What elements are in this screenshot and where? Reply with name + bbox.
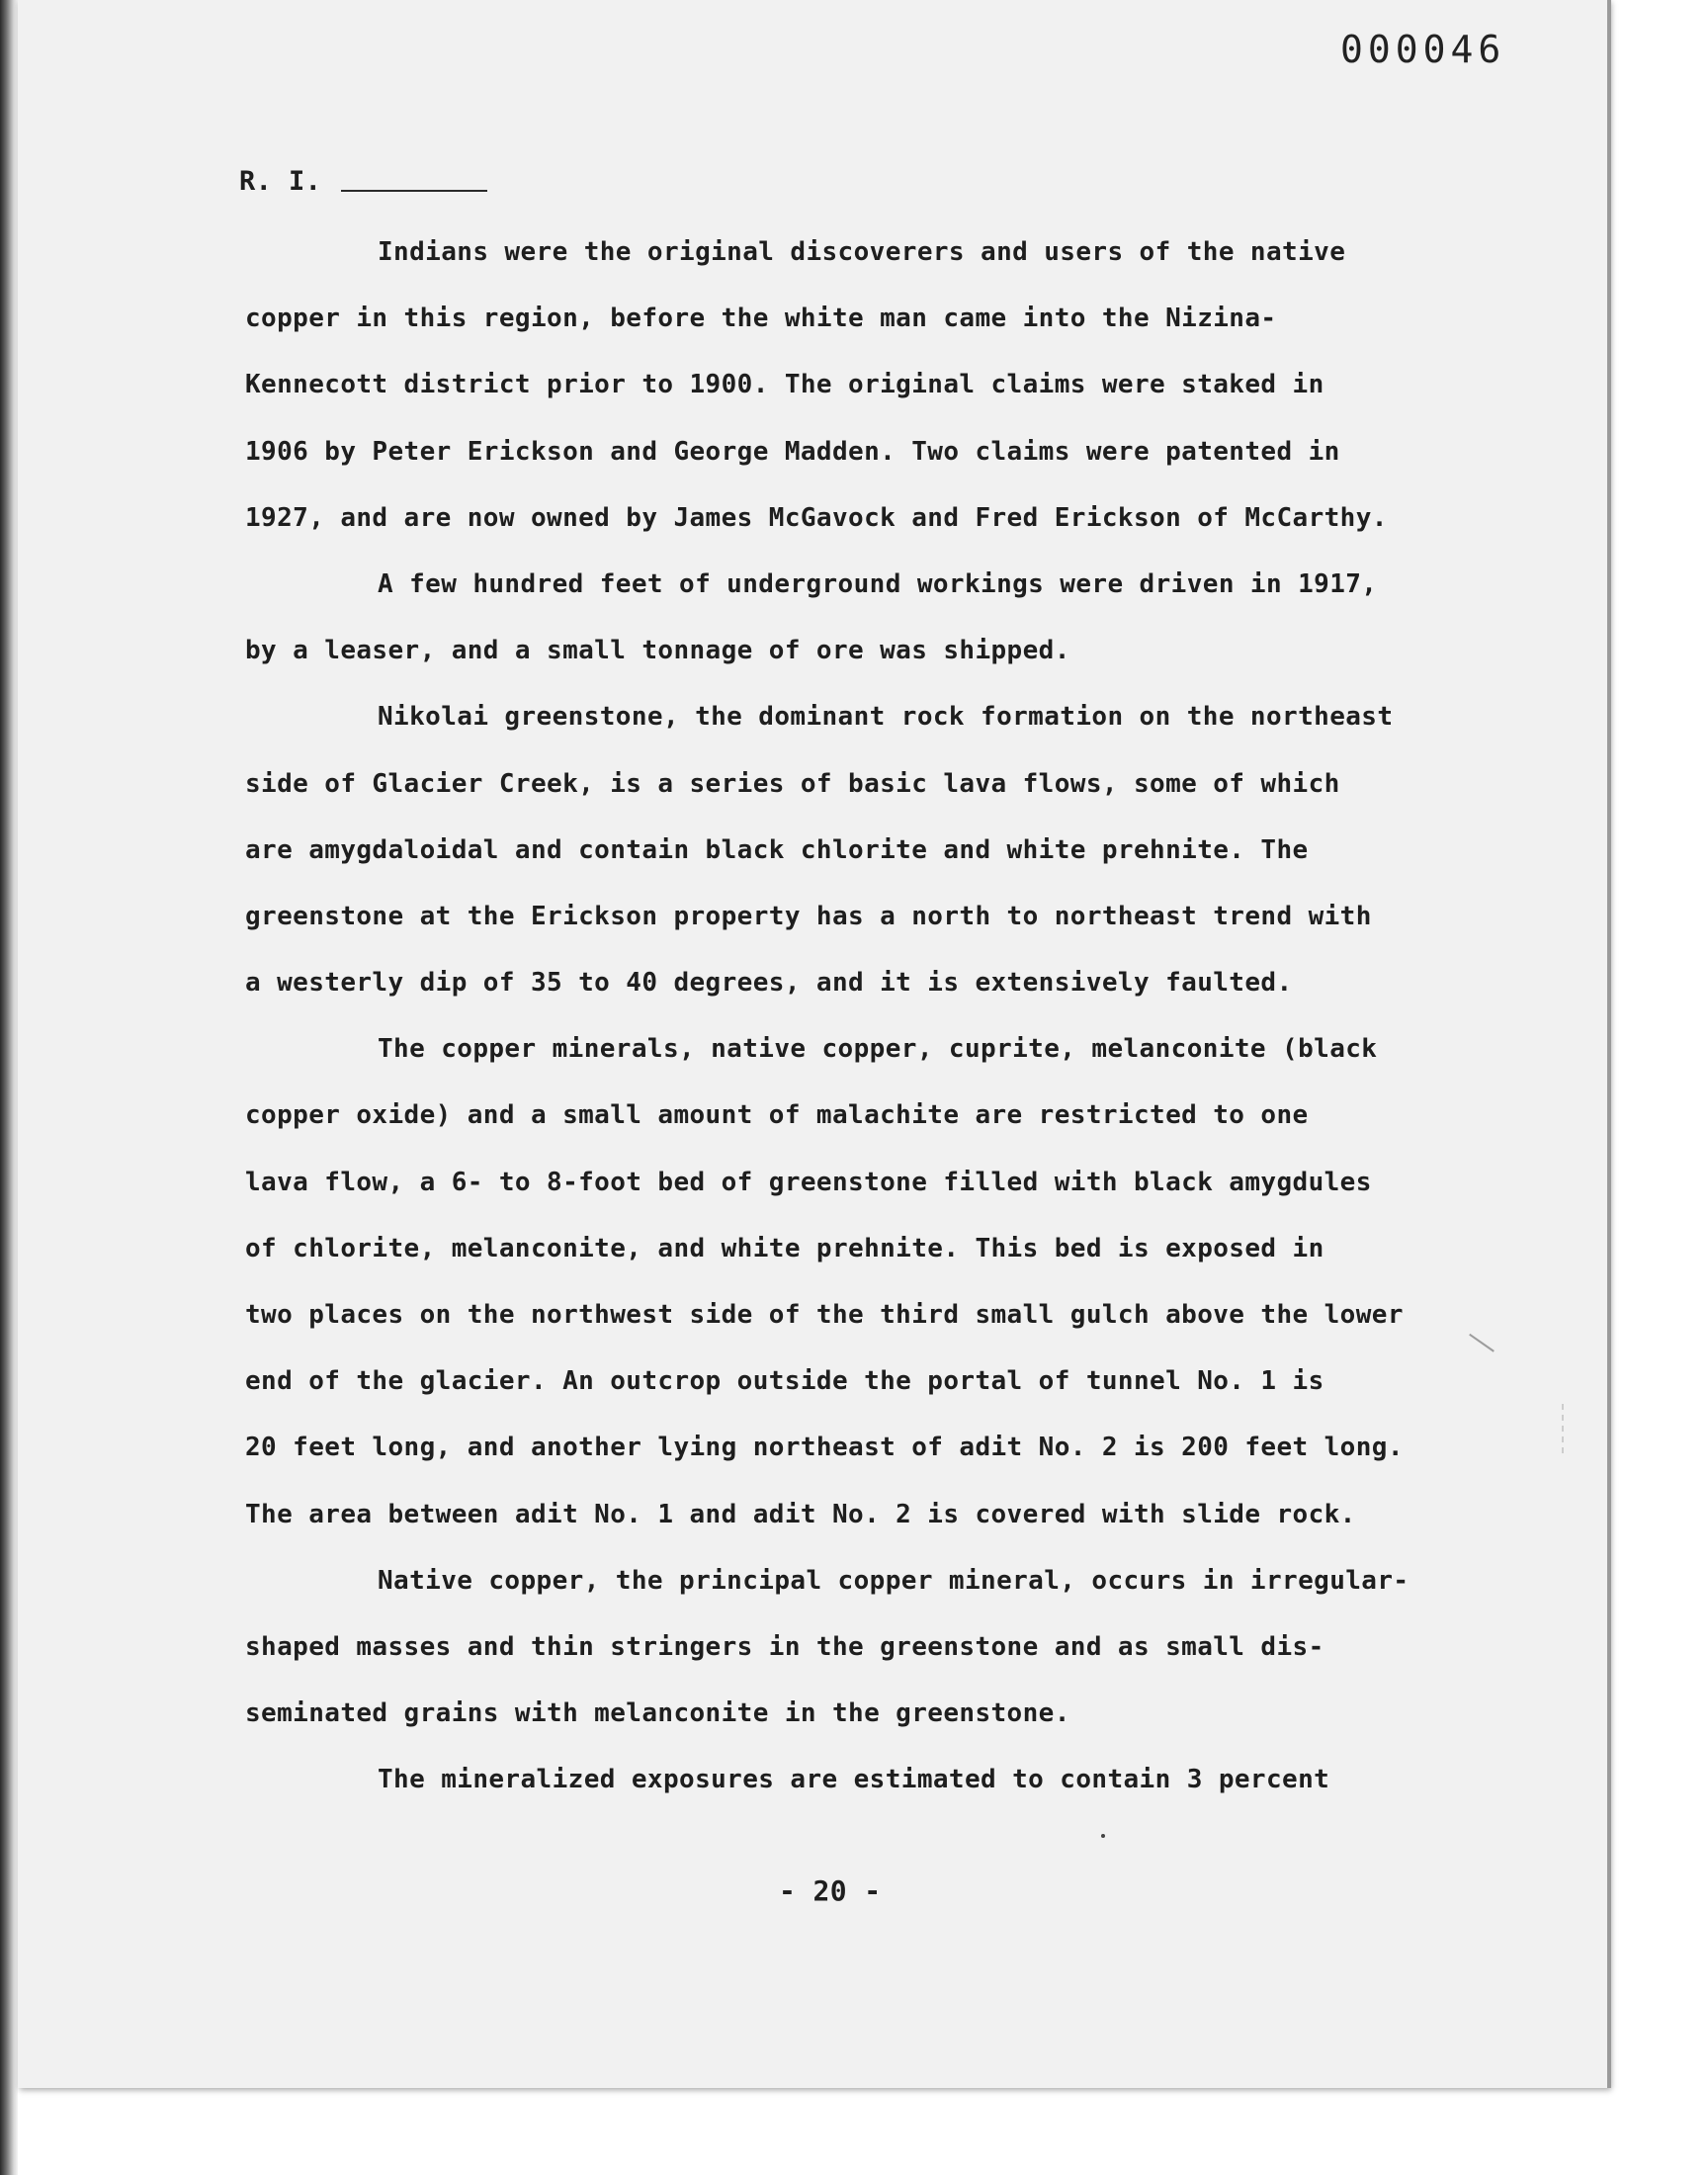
sheet-edge-shadow <box>1607 0 1611 2088</box>
document-number: 000046 <box>1340 28 1506 71</box>
scanner-edge-shadow <box>0 0 18 2175</box>
text-line: The copper minerals, native copper, cuprite, melanconite (black <box>378 1034 1378 1065</box>
text-line: lava flow, a 6- to 8-foot bed of greenstone filled with black amygdules <box>245 1167 1372 1197</box>
text-line: end of the glacier. An outcrop outside the portal of tunnel No. 1 is <box>245 1366 1324 1397</box>
ri-blank-line <box>341 190 487 192</box>
text-line: 1927, and are now owned by James McGavock and Fred Erickson of McCarthy. <box>245 502 1388 533</box>
scan-artifact-dot <box>1101 1834 1105 1838</box>
page-number: - 20 - <box>779 1874 882 1907</box>
text-line: 1906 by Peter Erickson and George Madden. Two claims were patented in <box>245 436 1340 467</box>
text-line: copper in this region, before the white man came into the Nizina- <box>245 304 1277 334</box>
text-line: by a leaser, and a small tonnage of ore was shipped. <box>245 636 1070 666</box>
text-line: The mineralized exposures are estimated to contain 3 percent <box>378 1765 1330 1795</box>
scan-artifact-mark <box>1562 1404 1580 1453</box>
text-line: greenstone at the Erickson property has a north to northeast trend with <box>245 901 1372 931</box>
body-text <box>245 219 1471 1814</box>
text-line: of chlorite, melanconite, and white prehnite. This bed is exposed in <box>245 1233 1324 1263</box>
text-line: Indians were the original discoverers and users of the native <box>378 237 1346 267</box>
text-line: Nikolai greenstone, the dominant rock formation on the northeast <box>378 702 1394 733</box>
ri-label: R. I. <box>239 166 322 197</box>
text-line: side of Glacier Creek, is a series of basic lava flows, some of which <box>245 768 1340 799</box>
text-line: A few hundred feet of underground workings were driven in 1917, <box>378 568 1378 599</box>
text-line: Native copper, the principal copper mineral, occurs in irregular- <box>378 1565 1409 1596</box>
text-line: two places on the northwest side of the third small gulch above the lower <box>245 1300 1404 1330</box>
text-line: The area between adit No. 1 and adit No. 2 is covered with slide rock. <box>245 1499 1356 1529</box>
text-line: seminated grains with melanconite in the greenstone. <box>245 1698 1070 1729</box>
text-line: Kennecott district prior to 1900. The original claims were staked in <box>245 370 1324 400</box>
text-line: shaped masses and thin stringers in the greenstone and as small dis- <box>245 1631 1324 1662</box>
text-line: are amygdaloidal and contain black chlorite and white prehnite. The <box>245 834 1309 865</box>
text-line: copper oxide) and a small amount of malachite are restricted to one <box>245 1100 1309 1131</box>
text-line: a westerly dip of 35 to 40 degrees, and it is extensively faulted. <box>245 968 1293 999</box>
text-line: 20 feet long, and another lying northeast of adit No. 2 is 200 feet long. <box>245 1433 1404 1463</box>
